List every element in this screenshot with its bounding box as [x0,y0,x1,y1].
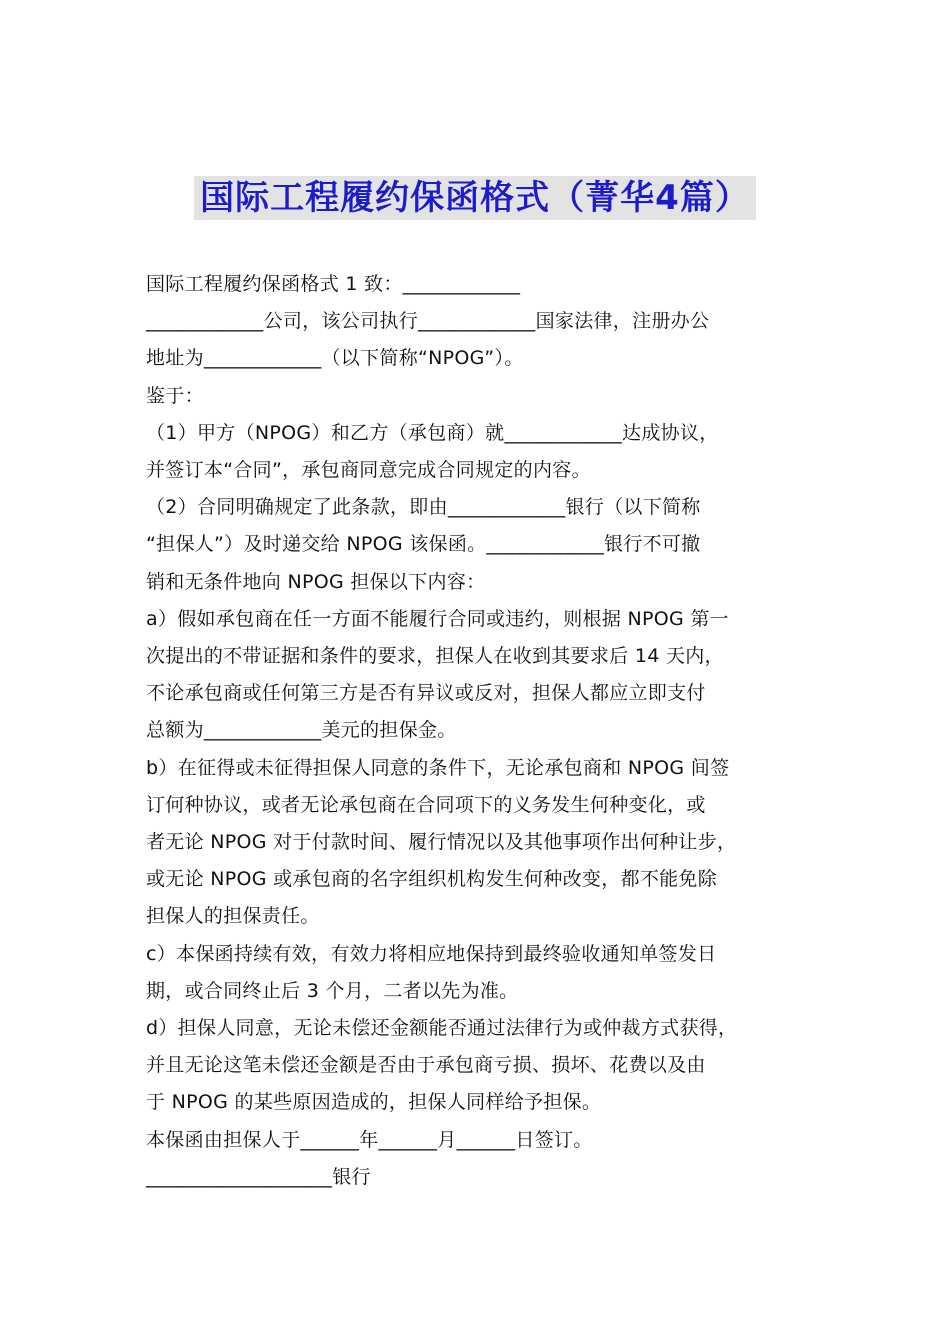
body-line: 于 NPOG 的某些原因造成的，担保人同样给予担保。 [146,1091,602,1114]
body-line: 并且无论这笔未偿还金额是否由于承包商亏损、损坏、花费以及由 [146,1054,706,1077]
body-line: d）担保人同意，无论未偿还金额能否通过法律行为或仲裁方式获得， [146,1017,738,1040]
body-line: 订何种协议，或者无论承包商在合同项下的义务发生何种变化，或 [146,793,706,816]
body-line: 次提出的不带证据和条件的要求，担保人在收到其要求后 14 天内， [146,645,724,668]
document-title: 国际工程履约保函格式（菁华4篇） [194,176,756,220]
body-line: 不论承包商或任何第三方是否有异议或反对，担保人都应立即支付 [146,682,706,705]
body-line: 销和无条件地向 NPOG 担保以下内容： [146,570,486,593]
body-line: 或无论 NPOG 或承包商的名字组织机构发生何种改变，都不能免除 [146,868,718,891]
body-line: 担保人的担保责任。 [146,905,320,928]
body-line: ___________________银行 [146,1165,371,1188]
title-container [0,176,950,220]
body-line: 期，或合同终止后 3 个月，二者以先为准。 [146,979,519,1002]
body-line: ____________公司，该公司执行____________国家法律，注册办公 [146,310,710,333]
body-line: c）本保函持续有效，有效力将相应地保持到最终验收通知单签发日 [146,942,717,965]
body-line: 鉴于： [146,384,204,407]
body-line: 者无论 NPOG 对于付款时间、履行情况以及其他事项作出何种让步， [146,831,737,854]
body-line: 本保函由担保人于______年______月______日签订。 [146,1128,593,1151]
body-line: 总额为____________美元的担保金。 [146,719,457,742]
body-line: “担保人”）及时递交给 NPOG 该保函。____________银行不可撤 [146,533,701,556]
body-line: 地址为____________（以下简称“NPOG”）。 [146,347,524,370]
body-line: 并签订本“合同”，承包商同意完成合同规定的内容。 [146,459,591,482]
body-line: 国际工程履约保函格式 1 致：____________ [146,273,521,295]
body-line: （1）甲方（NPOG）和乙方（承包商）就____________达成协议， [146,421,719,444]
body-line: （2）合同明确规定了此条款，即由____________银行（以下简称 [146,496,701,519]
body-line: a）假如承包商在任一方面不能履行合同或违约，则根据 NPOG 第一 [146,607,729,630]
document-body [146,266,818,1196]
body-line: b）在征得或未征得担保人同意的条件下，无论承包商和 NPOG 间签 [146,756,730,779]
